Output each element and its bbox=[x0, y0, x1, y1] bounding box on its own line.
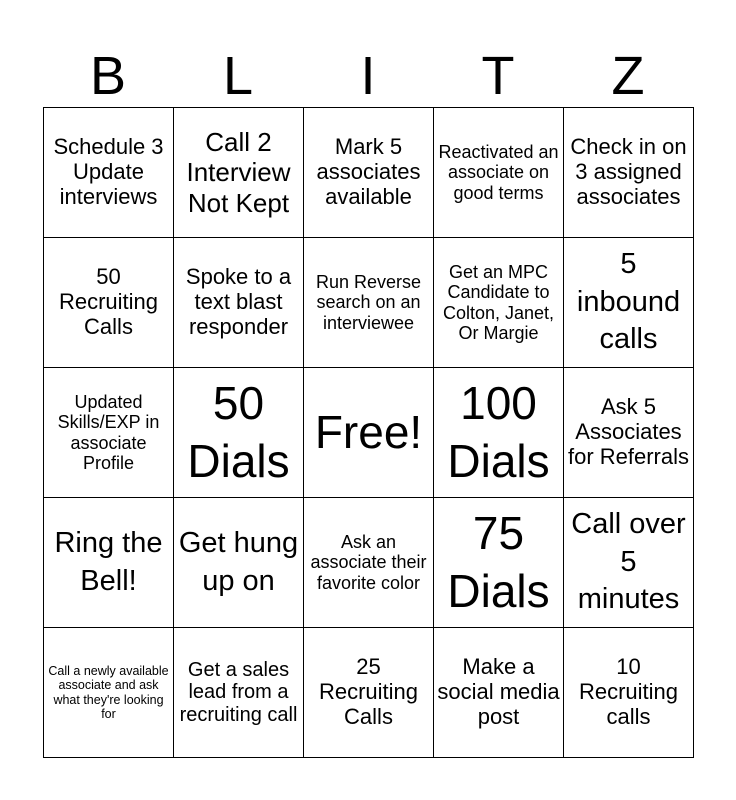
header-letter-t: T bbox=[481, 46, 515, 106]
grid-row-2 bbox=[44, 238, 694, 368]
bingo-cell[interactable]: Run Reverse search on an interviewee bbox=[304, 238, 434, 368]
grid-row-5 bbox=[44, 628, 694, 758]
bingo-cell[interactable]: Ring the Bell! bbox=[44, 498, 174, 628]
header-letter-l: L bbox=[222, 46, 254, 106]
bingo-cell[interactable]: 10 Recruiting calls bbox=[564, 628, 694, 758]
bingo-cell[interactable]: Updated Skills/EXP in associate Profile bbox=[44, 368, 174, 498]
bingo-cell[interactable]: 100 Dials bbox=[434, 368, 564, 498]
bingo-cell[interactable]: Make a social media post bbox=[434, 628, 564, 758]
bingo-cell[interactable]: Ask 5 Associates for Referrals bbox=[564, 368, 694, 498]
bingo-cell[interactable]: Ask an associate their favorite color bbox=[304, 498, 434, 628]
free-space-cell[interactable]: Free! bbox=[304, 368, 434, 498]
bingo-cell[interactable]: 75 Dials bbox=[434, 498, 564, 628]
bingo-cell[interactable]: Call a newly available associate and ask what they're looking for bbox=[44, 628, 174, 758]
bingo-cell[interactable]: Mark 5 associates available bbox=[304, 108, 434, 238]
bingo-header bbox=[43, 44, 693, 108]
grid-row-3 bbox=[44, 368, 694, 498]
bingo-cell[interactable]: Call over 5 minutes bbox=[564, 498, 694, 628]
bingo-cell[interactable]: Check in on 3 assigned associates bbox=[564, 108, 694, 238]
bingo-cell[interactable]: Get an MPC Candidate to Colton, Janet, Or Margie bbox=[434, 238, 564, 368]
bingo-grid bbox=[43, 107, 694, 758]
bingo-cell[interactable]: Get hung up on bbox=[174, 498, 304, 628]
header-letter-z: Z bbox=[611, 46, 645, 106]
bingo-cell[interactable]: 25 Recruiting Calls bbox=[304, 628, 434, 758]
grid-row-4 bbox=[44, 498, 694, 628]
bingo-cell[interactable]: 5 inbound calls bbox=[564, 238, 694, 368]
bingo-cell[interactable]: 50 Recruiting Calls bbox=[44, 238, 174, 368]
bingo-cell[interactable]: 50 Dials bbox=[174, 368, 304, 498]
bingo-cell[interactable]: Spoke to a text blast responder bbox=[174, 238, 304, 368]
bingo-cell[interactable]: Get a sales lead from a recruiting call bbox=[174, 628, 304, 758]
grid-row-1 bbox=[44, 108, 694, 238]
bingo-cell[interactable]: Reactivated an associate on good terms bbox=[434, 108, 564, 238]
header-letter-i: I bbox=[360, 46, 376, 106]
bingo-cell[interactable]: Schedule 3 Update interviews bbox=[44, 108, 174, 238]
bingo-cell[interactable]: Call 2 Interview Not Kept bbox=[174, 108, 304, 238]
header-letter-b: B bbox=[89, 46, 127, 106]
